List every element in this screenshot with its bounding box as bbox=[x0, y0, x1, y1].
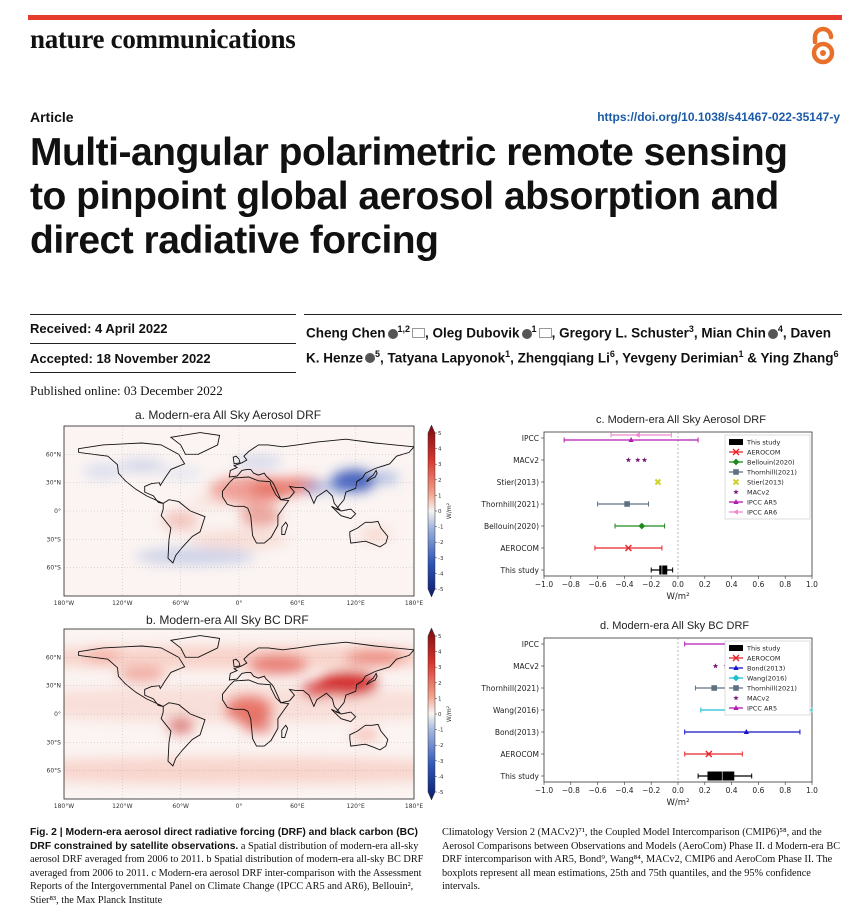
category-label: Wang(2016) bbox=[493, 706, 539, 715]
x-tick-label: 0.4 bbox=[725, 580, 738, 589]
category-label: IPCC bbox=[521, 640, 539, 649]
legend-label: Bellouin(2020) bbox=[747, 458, 795, 467]
legend-label: MACv2 bbox=[747, 694, 770, 703]
x-tick-label: 1.0 bbox=[806, 786, 818, 795]
x-tick-label: −1.0 bbox=[534, 580, 554, 589]
x-tick-label: 0.2 bbox=[698, 786, 711, 795]
panel-a-title: a. Modern-era All Sky Aerosol DRF bbox=[135, 408, 322, 422]
colorbar-tick-label: 4 bbox=[438, 446, 442, 453]
category-label: MACv2 bbox=[513, 662, 539, 671]
colorbar-tick-label: 1 bbox=[438, 493, 442, 500]
chart-aerosol-drf-comparison bbox=[440, 424, 845, 612]
category-label: AEROCOM bbox=[500, 544, 539, 553]
category-label: AEROCOM bbox=[500, 750, 539, 759]
divider bbox=[30, 314, 296, 315]
x-tick-label: 0.0 bbox=[672, 786, 684, 795]
panel-b-title: b. Modern-era All Sky BC DRF bbox=[146, 613, 309, 627]
lat-tick-label: 30°S bbox=[46, 536, 61, 544]
x-tick-label: −0.2 bbox=[642, 580, 661, 589]
field-blob bbox=[371, 472, 399, 484]
colorbar-tick-label: -5 bbox=[438, 790, 444, 796]
colorbar-tick-label: -3 bbox=[438, 758, 444, 765]
lat-tick-label: 30°S bbox=[46, 739, 61, 747]
author-name[interactable]: Zhengqiang Li bbox=[517, 350, 610, 365]
field-blob bbox=[248, 655, 308, 675]
author-separator: , bbox=[614, 350, 623, 365]
orcid-icon[interactable] bbox=[522, 329, 532, 339]
author-separator: , bbox=[425, 325, 433, 341]
legend-label: Bond(2013) bbox=[747, 664, 786, 673]
legend-label: IPCC AR5 bbox=[747, 704, 778, 713]
accepted-date: Accepted: 18 November 2022 bbox=[30, 351, 211, 366]
legend-label: This study bbox=[747, 644, 781, 653]
orcid-icon[interactable] bbox=[768, 329, 778, 339]
colorbar-tick-label: -2 bbox=[438, 540, 444, 547]
category-label: Thornhill(2021) bbox=[481, 684, 539, 693]
lat-tick-label: 60°N bbox=[45, 451, 61, 459]
chart-bc-drf-comparison bbox=[440, 630, 845, 816]
lat-tick-label: 0° bbox=[54, 711, 61, 718]
x-tick-label: 0.2 bbox=[698, 580, 711, 589]
lon-tick-label: 120°W bbox=[112, 803, 133, 810]
map-aerosol-drf bbox=[30, 420, 453, 610]
divider bbox=[30, 372, 296, 373]
field-blob bbox=[83, 463, 123, 479]
lon-tick-label: 60°W bbox=[172, 600, 189, 607]
box bbox=[707, 772, 734, 781]
x-tick-label: −0.4 bbox=[615, 786, 634, 795]
caption-label: Fig. 2 | Modern-era aerosol direct radiative forcing (DRF) and black carbon (BC) DRF constrained by satellite observations. bbox=[30, 827, 418, 852]
legend-label: Thornhill(2021) bbox=[747, 684, 797, 693]
field-blob bbox=[345, 649, 405, 665]
category-label: This study bbox=[500, 772, 539, 781]
panel-d-title: d. Modern-era All Sky BC DRF bbox=[600, 620, 750, 632]
author-name[interactable]: Mian Chin bbox=[701, 325, 766, 341]
x-tick-label: 1.0 bbox=[806, 580, 818, 589]
colorbar-tick-label: -4 bbox=[438, 571, 444, 578]
email-icon[interactable] bbox=[412, 328, 425, 338]
category-label: MACv2 bbox=[513, 456, 539, 465]
colorbar-tick-label: -1 bbox=[438, 727, 444, 734]
author-affiliation: 3 bbox=[688, 324, 694, 334]
colorbar-label: W/m² bbox=[446, 705, 453, 723]
legend-label: IPCC AR5 bbox=[747, 498, 778, 507]
lat-tick-label: 60°S bbox=[46, 767, 61, 775]
x-tick-label: 0.8 bbox=[779, 786, 792, 795]
colorbar-tick-label: -3 bbox=[438, 555, 444, 562]
author-affiliation: 5 bbox=[375, 348, 381, 359]
x-tick-label: −0.8 bbox=[561, 786, 580, 795]
legend-label: Stier(2013) bbox=[747, 478, 784, 487]
legend-label: IPCC AR6 bbox=[747, 508, 778, 517]
colorbar bbox=[428, 628, 435, 800]
legend-label: AEROCOM bbox=[747, 448, 781, 457]
field-blob bbox=[242, 717, 274, 733]
map-bc-drf bbox=[30, 623, 453, 813]
author-affiliation: 1 bbox=[738, 348, 744, 359]
field-blob bbox=[303, 481, 327, 493]
lon-tick-label: 60°E bbox=[290, 803, 305, 810]
data-point bbox=[624, 501, 630, 507]
open-access-icon bbox=[806, 26, 840, 66]
colorbar bbox=[428, 425, 435, 597]
lat-tick-label: 60°N bbox=[45, 654, 61, 662]
received-date: Received: 4 April 2022 bbox=[30, 321, 168, 336]
legend-swatch bbox=[729, 439, 743, 445]
field-blob bbox=[135, 547, 255, 565]
orcid-icon[interactable] bbox=[365, 353, 375, 363]
field-blob bbox=[85, 649, 121, 661]
colorbar-label: W/m² bbox=[446, 502, 453, 520]
field-blob bbox=[0, 757, 499, 785]
colorbar-tick-label: -1 bbox=[438, 524, 444, 531]
x-axis-label: W/m² bbox=[666, 592, 690, 602]
caption-text: a Spatial distribution of modern-era all-sky aerosol DRF averaged from 2006 to 2011. b Spatial distribution of modern-era all-sky BC DRF averaged from 2006 to 2011. c Modern-era aerosol DRF inter-comparison with the Assessment Reports of the Intergovernmental Panel on Climate Change (IPCC AR5 and AR6), Bellouin², Stier⁸³, the Max Planck Institute bbox=[30, 840, 424, 906]
lon-tick-label: 120°E bbox=[346, 803, 365, 810]
lat-tick-label: 0° bbox=[54, 508, 61, 515]
box bbox=[659, 566, 667, 575]
legend-label: Thornhill(2021) bbox=[747, 468, 797, 477]
field-blob bbox=[120, 460, 164, 472]
x-tick-label: −0.4 bbox=[615, 580, 634, 589]
author-name[interactable]: Yevgeny Derimian bbox=[622, 350, 739, 365]
author-separator: , bbox=[380, 350, 388, 365]
colorbar-tick-label: -2 bbox=[438, 743, 444, 750]
colorbar-tick-label: 4 bbox=[438, 649, 442, 656]
category-label: Stier(2013) bbox=[496, 478, 539, 487]
colorbar-tick-label: 0 bbox=[438, 509, 442, 515]
lon-tick-label: 180°E bbox=[404, 600, 424, 607]
article-type: Article bbox=[30, 109, 74, 125]
author-separator: , bbox=[782, 325, 791, 341]
lon-tick-label: 0° bbox=[235, 600, 243, 607]
colorbar-tick-label: 3 bbox=[438, 462, 442, 469]
top-accent-bar bbox=[28, 15, 842, 20]
colorbar-tick-label: 0 bbox=[438, 712, 442, 718]
colorbar-tick-label: 3 bbox=[438, 665, 442, 672]
orcid-icon[interactable] bbox=[388, 329, 398, 339]
colorbar-tick-label: -5 bbox=[438, 587, 444, 593]
field-blob bbox=[234, 456, 282, 468]
author-name[interactable]: Cheng Chen bbox=[306, 325, 386, 341]
x-tick-label: −0.8 bbox=[561, 580, 580, 589]
map-field bbox=[0, 629, 499, 799]
colorbar-tick-label: -4 bbox=[438, 774, 444, 781]
email-icon[interactable] bbox=[539, 328, 552, 338]
x-tick-label: −0.2 bbox=[642, 786, 661, 795]
journal-name[interactable]: nature communications bbox=[30, 24, 296, 54]
field-blob bbox=[118, 666, 166, 682]
divider bbox=[304, 314, 842, 315]
lon-tick-label: 60°E bbox=[290, 600, 305, 607]
author-name[interactable]: Ying Zhang bbox=[760, 350, 834, 365]
lat-tick-label: 30°N bbox=[45, 479, 61, 487]
legend-label: AEROCOM bbox=[747, 654, 781, 663]
legend-label: Wang(2016) bbox=[747, 674, 787, 683]
lon-tick-label: 120°W bbox=[112, 600, 133, 607]
article-title: Multi-angular polarimetric remote sensing to pinpoint global aerosol absorption and direct radiative forcing bbox=[30, 131, 788, 262]
x-tick-label: 0.0 bbox=[672, 580, 684, 589]
lon-tick-label: 60°W bbox=[172, 803, 189, 810]
author-name[interactable]: Gregory L. Schuster bbox=[559, 325, 689, 341]
author-separator: , bbox=[551, 325, 560, 341]
category-label: IPCC bbox=[521, 434, 539, 443]
author-affiliation: 6 bbox=[833, 348, 839, 359]
author-name[interactable]: Tatyana Lapyonok bbox=[387, 350, 506, 365]
colorbar-tick-label: 2 bbox=[438, 477, 442, 484]
category-label: This study bbox=[500, 566, 539, 575]
lat-tick-label: 30°N bbox=[45, 682, 61, 690]
figure-caption-right: Climatology Version 2 (MACv2)⁷¹, the Coupled Model Intercomparison (CMIP6)⁵⁸, and the Aerosol Comparisons between Observations and Models (AeroCom) Phase II. d Modern-era BC DRF intercomparison with AR5, Bond⁹, Wang⁸⁴, MACv2, CMIP6 and AeroCom Phase II. The boxplots represent all mean estimations, 25th and 75th quantiles, and the 95% confidence intervals. bbox=[442, 827, 841, 892]
x-axis-label: W/m² bbox=[666, 798, 690, 808]
legend-label: MACv2 bbox=[747, 488, 770, 497]
data-point bbox=[733, 685, 739, 691]
field-blob bbox=[190, 496, 230, 508]
author-list bbox=[306, 319, 842, 368]
legend-swatch bbox=[729, 645, 743, 651]
category-label: Bond(2013) bbox=[494, 728, 539, 737]
author-separator: , bbox=[693, 325, 702, 341]
colorbar-tick-label: 5 bbox=[438, 431, 442, 437]
author-affiliation: 1,2 bbox=[397, 324, 411, 334]
author-separator: , bbox=[510, 350, 518, 365]
lon-tick-label: 180°E bbox=[404, 803, 424, 810]
category-label: Bellouin(2020) bbox=[483, 522, 539, 531]
author-affiliation: 6 bbox=[609, 348, 615, 359]
divider bbox=[30, 343, 296, 344]
lat-tick-label: 60°S bbox=[46, 564, 61, 572]
author-name[interactable]: Oleg Dubovik bbox=[432, 325, 520, 341]
published-date: Published online: 03 December 2022 bbox=[30, 383, 223, 398]
doi-link[interactable]: https://doi.org/10.1038/s41467-022-35147-y bbox=[597, 110, 840, 124]
lon-tick-label: 0° bbox=[235, 803, 243, 810]
author-separator: & bbox=[743, 350, 761, 365]
x-tick-label: 0.8 bbox=[779, 580, 792, 589]
author-affiliation: 1 bbox=[531, 324, 537, 334]
data-point bbox=[733, 469, 739, 475]
x-tick-label: −0.6 bbox=[588, 580, 607, 589]
x-tick-label: −1.0 bbox=[534, 786, 554, 795]
category-label: Thornhill(2021) bbox=[481, 500, 539, 509]
legend-label: This study bbox=[747, 438, 781, 447]
lon-tick-label: 180°W bbox=[53, 600, 75, 607]
x-tick-label: 0.6 bbox=[752, 580, 765, 589]
x-tick-label: 0.6 bbox=[752, 786, 765, 795]
x-tick-label: −0.6 bbox=[588, 786, 607, 795]
panel-c-title: c. Modern-era All Sky Aerosol DRF bbox=[596, 414, 766, 426]
x-tick-label: 0.4 bbox=[725, 786, 738, 795]
colorbar-tick-label: 2 bbox=[438, 680, 442, 687]
author-affiliation: 1 bbox=[505, 348, 511, 359]
data-point bbox=[711, 685, 717, 691]
colorbar-tick-label: 1 bbox=[438, 696, 442, 703]
colorbar-tick-label: 5 bbox=[438, 634, 442, 640]
author-affiliation: 4 bbox=[777, 324, 783, 334]
author-name[interactable]: Daven K. Henze bbox=[306, 325, 831, 365]
figure-caption-left bbox=[30, 826, 430, 907]
lon-tick-label: 180°W bbox=[53, 803, 75, 810]
lon-tick-label: 120°E bbox=[346, 600, 365, 607]
